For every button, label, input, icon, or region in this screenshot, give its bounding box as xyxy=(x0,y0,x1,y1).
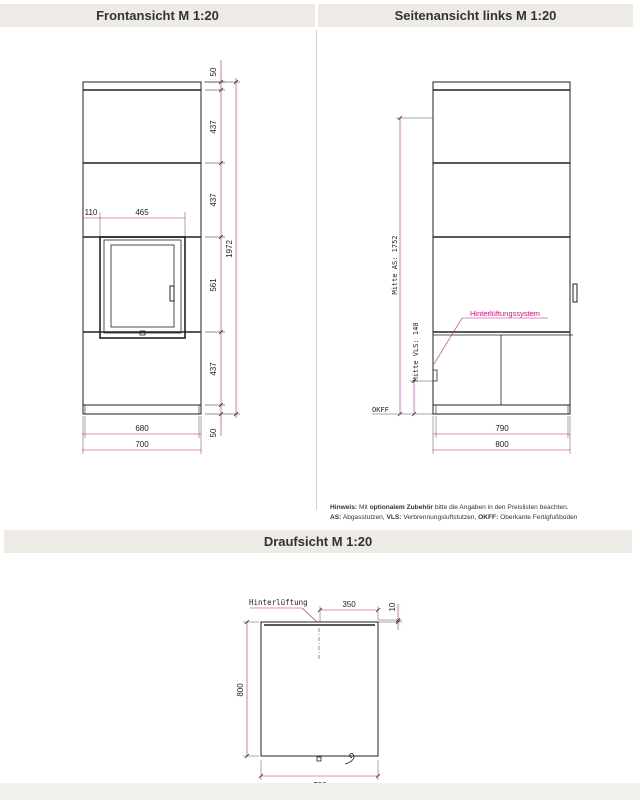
front-door xyxy=(100,237,185,338)
okff-key: OKFF: xyxy=(478,514,499,521)
front-dim-680: 680 xyxy=(135,424,149,433)
front-dim-437-a: 437 xyxy=(209,120,218,134)
optional-accessory-label: optionalem Zubehör xyxy=(369,504,433,511)
front-dim-437-c: 437 xyxy=(209,362,218,376)
front-dim-50-bottom: 50 xyxy=(209,428,218,438)
top-dim-10: 10 xyxy=(388,602,397,612)
as-key: AS: xyxy=(330,514,342,521)
bottom-strip xyxy=(0,783,640,800)
footnote-line-2 xyxy=(330,513,630,523)
hinweis-text-1: Mit xyxy=(358,504,368,511)
side-vls-label: Mitte VLS: 140 xyxy=(412,322,420,382)
front-view-title: Frontansicht M 1:20 xyxy=(96,8,219,23)
front-dim-465: 465 xyxy=(135,208,149,217)
top-dim-800: 800 xyxy=(236,683,245,697)
front-dim-437-b: 437 xyxy=(209,193,218,207)
side-dim-800: 800 xyxy=(495,440,509,449)
front-dim-total: 1972 xyxy=(225,240,234,258)
as-text: Abgasstutzen, xyxy=(342,514,385,521)
side-as-label: Mitte AS: 1752 xyxy=(391,235,399,295)
side-dim-790: 790 xyxy=(495,424,509,433)
side-hinterlueftung-label: Hinterlüftungssystem xyxy=(470,309,541,318)
footnote xyxy=(330,503,630,523)
top-dim-350: 350 xyxy=(342,600,356,609)
vls-text: Verbrennungsluftstutzen, xyxy=(403,514,477,521)
front-dim-700: 700 xyxy=(135,440,149,449)
side-okff-label: OKFF xyxy=(372,406,389,414)
top-ticks xyxy=(245,608,400,778)
front-dim-110: 110 xyxy=(84,208,98,217)
side-stove xyxy=(433,82,577,414)
front-vertical-dimensions xyxy=(204,60,240,436)
top-view-title: Draufsicht M 1:20 xyxy=(263,534,373,549)
top-hinterlueftung-label: Hinterlüftung xyxy=(249,598,308,607)
vls-key: VLS: xyxy=(386,514,402,521)
top-stove xyxy=(261,622,378,764)
okff-text: Oberkante Fertigfußboden xyxy=(500,514,578,521)
footnote-line-1 xyxy=(330,503,630,513)
hinweis-label: Hinweis: xyxy=(330,504,358,511)
hinweis-text-2: bitte die Angaben in den Preislisten beachten. xyxy=(434,504,569,511)
front-dim-561: 561 xyxy=(209,278,218,292)
front-dim-50-top: 50 xyxy=(209,67,218,77)
side-view-title: Seitenansicht links M 1:20 xyxy=(394,8,557,23)
